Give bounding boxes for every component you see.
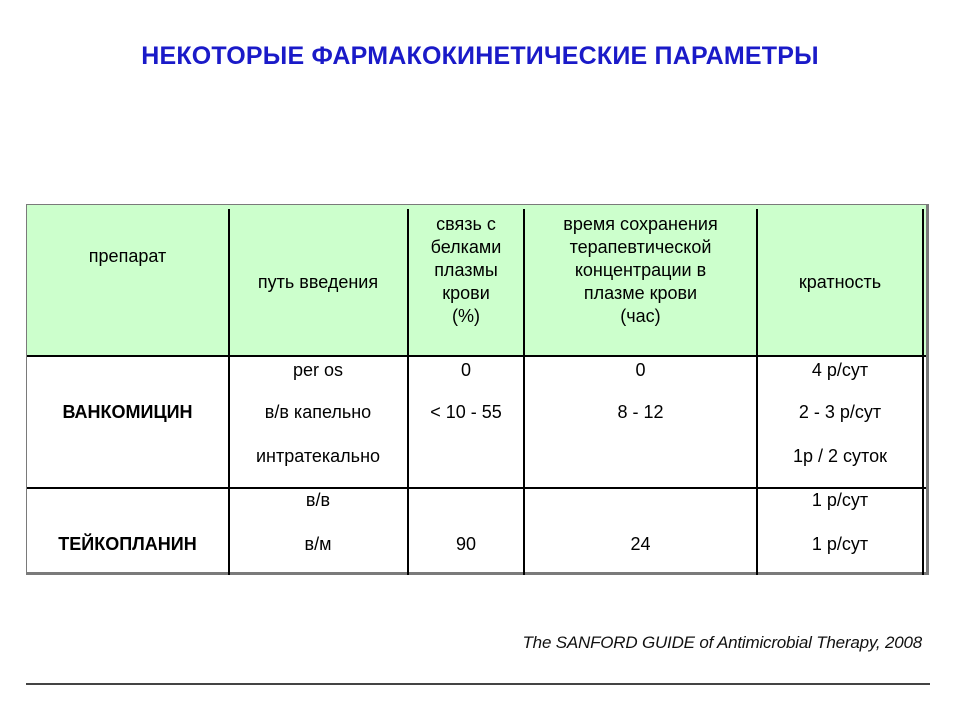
header-duration-line2: терапевтической [569,237,712,257]
binding-cell: < 10 - 55 [430,402,502,422]
bottom-divider [26,683,930,685]
route-cell: per os [292,360,344,380]
header-binding-line3: плазмы [434,260,498,280]
header-frequency: кратность [798,272,882,292]
header-duration-line3: концентрации в [574,260,707,280]
page-title: НЕКОТОРЫЕ ФАРМАКОКИНЕТИЧЕСКИЕ ПАРАМЕТРЫ [141,42,819,70]
binding-cell: 0 [460,360,471,380]
pharmacokinetics-table [26,204,929,575]
header-binding-line5: (%) [452,306,480,326]
drug-name: ВАНКОМИЦИН [62,402,193,422]
header-duration-line4: плазме крови [583,283,698,303]
frequency-cell: 4 р/сут [811,360,869,380]
frequency-cell: 1 р/сут [811,534,869,554]
header-duration-line5: (час) [620,306,661,326]
header-binding-line4: крови [442,283,490,303]
frequency-cell: 1р / 2 суток [793,446,887,466]
frequency-cell: 2 - 3 р/сут [798,402,882,422]
drug-name: ТЕЙКОПЛАНИН [58,534,197,554]
duration-cell: 24 [630,534,651,554]
source-citation: The SANFORD GUIDE of Antimicrobial Therapy, 2008 [522,633,922,652]
route-cell: в/м [304,534,332,554]
binding-cell: 90 [455,534,477,554]
header-route: путь введения [257,272,379,292]
route-cell: в/в капельно [264,402,372,422]
header-drug: препарат [88,246,167,266]
route-cell: интратекально [255,446,381,466]
header-duration-line1: время сохранения [563,214,718,234]
duration-cell: 0 [635,360,646,380]
frequency-cell: 1 р/сут [811,490,869,510]
route-cell: в/в [305,490,331,510]
header-binding-line2: белками [430,237,502,257]
header-binding-line1: связь с [436,214,496,234]
duration-cell: 8 - 12 [617,402,664,422]
